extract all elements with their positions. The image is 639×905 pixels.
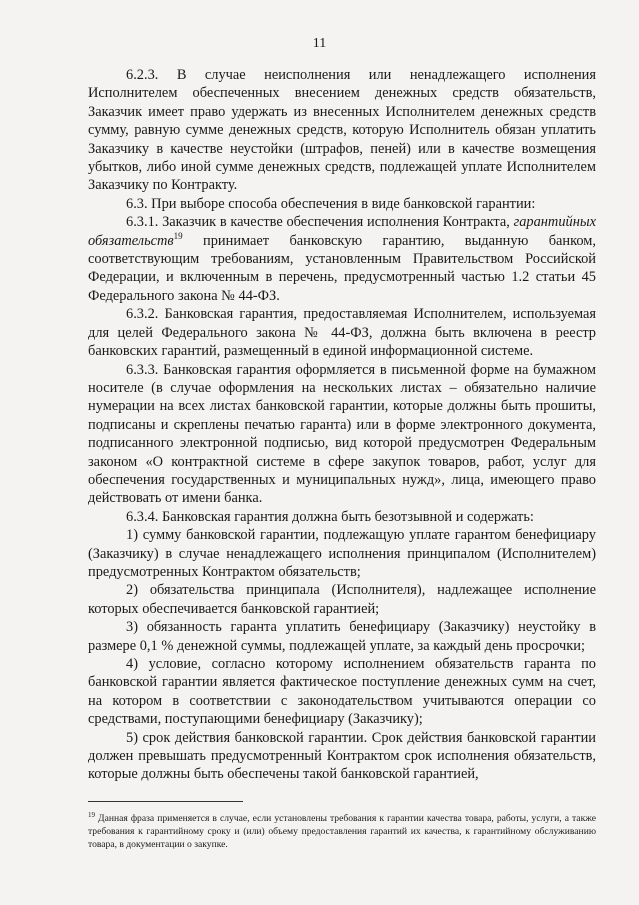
footnote-marker: 19 — [88, 810, 95, 819]
paragraph-6-3-3: 6.3.3. Банковская гарантия оформляется в письменной форме на бумажном носителе (в случае оформления на нескольких листах – обязательно наличие нумерации на всех листах банковской гарантии, которые должны быть прошиты, подписаны и скреплены печатью гаранта) или в форме электронного документа, подписанного электронной подписью, вид которой предусмотрен Федеральным законом «О контрактной системе в сфере закупок товаров, работ, услуг для обеспечения государственных и муниципальных нужд», лица, имеющего право действовать от имени банка. — [88, 361, 596, 507]
paragraph-6-3-1 — [88, 213, 596, 305]
footnote-text: Данная фраза применяется в случае, если установлены требования к гарантии качества товара, работы, услуги, а также требования к гарантийному сроку и (или) объему предоставления гарантий их качества, к гарантийному обслуживанию товара, в документации о закупке. — [88, 813, 596, 851]
paragraph-6-3-1-lead: 6.3.1. Заказчик в качестве обеспечения исполнения Контракта, — [126, 214, 514, 231]
list-item-2: 2) обязательства принципала (Исполнителя), надлежащее исполнение которых обеспечивается банковской гарантией; — [88, 582, 596, 617]
list-item-5: 5) срок действия банковской гарантии. Срок действия банковской гарантии должен превышать предусмотренный Контрактом срок исполнения обязательств, которые должны быть обеспечены такой банковской гарантией, — [88, 729, 596, 783]
page-number: 11 — [312, 36, 327, 51]
paragraph-6-2-3: 6.2.3. В случае неисполнения или ненадлежащего исполнения Исполнителем обеспеченных внесением денежных средств обязательств, Заказчик имеет право удержать из внесенных Исполнителем денежных средств сумму, равную сумме денежных средств, которую Исполнитель обязан уплатить Заказчику в качестве неустойки (штрафов, пеней) или в качестве возмещения убытков, либо иной сумме денежных средств, подлежащей уплате Исполнителем Заказчику по Контракту. — [88, 67, 596, 194]
paragraph-6-3-2: 6.3.2. Банковская гарантия, предоставляемая Исполнителем, используемая для целей Федерального закона № 44-ФЗ, должна быть включена в реестр банковских гарантий, размещенный в единой информационной системе. — [88, 306, 596, 360]
footnote-ref-19[interactable]: 19 — [173, 230, 183, 241]
footnote-divider — [88, 801, 243, 802]
list-item-4: 4) условие, согласно которому исполнением обязательств гаранта по банковской гарантии является фактическое поступление денежных сумм на счет, на котором в соответствии с законодательством учитываются операции со средствами, поступающими бенефициару (Заказчику); — [88, 656, 596, 728]
paragraph-6-3-1-rest: принимает банковскую гарантию, выданную банком, соответствующим требованиям, установленным Правительством Российской Федерации, и включенным в перечень, предусмотренный частью 1.2 статьи 45 Федерального закона № 44-ФЗ. — [88, 232, 596, 304]
document-body — [88, 66, 596, 784]
paragraph-6-3-1-italic: гарантийных обязательств — [88, 214, 596, 249]
list-item-3: 3) обязанность гаранта уплатить бенефициару (Заказчику) неустойку в размере 0,1 % денежной суммы, подлежащей уплате, за каждый день просрочки; — [88, 619, 596, 654]
paragraph-6-3: 6.3. При выборе способа обеспечения в виде банковской гарантии: — [126, 195, 536, 212]
footnote — [88, 812, 596, 852]
list-item-1: 1) сумму банковской гарантии, подлежащую уплате гарантом бенефициару (Заказчику) в случае ненадлежащего исполнения принципалом (Исполнителем) предусмотренных Контрактом обязательств; — [88, 527, 596, 580]
paragraph-6-3-4: 6.3.4. Банковская гарантия должна быть безотзывной и содержать: — [126, 508, 534, 525]
